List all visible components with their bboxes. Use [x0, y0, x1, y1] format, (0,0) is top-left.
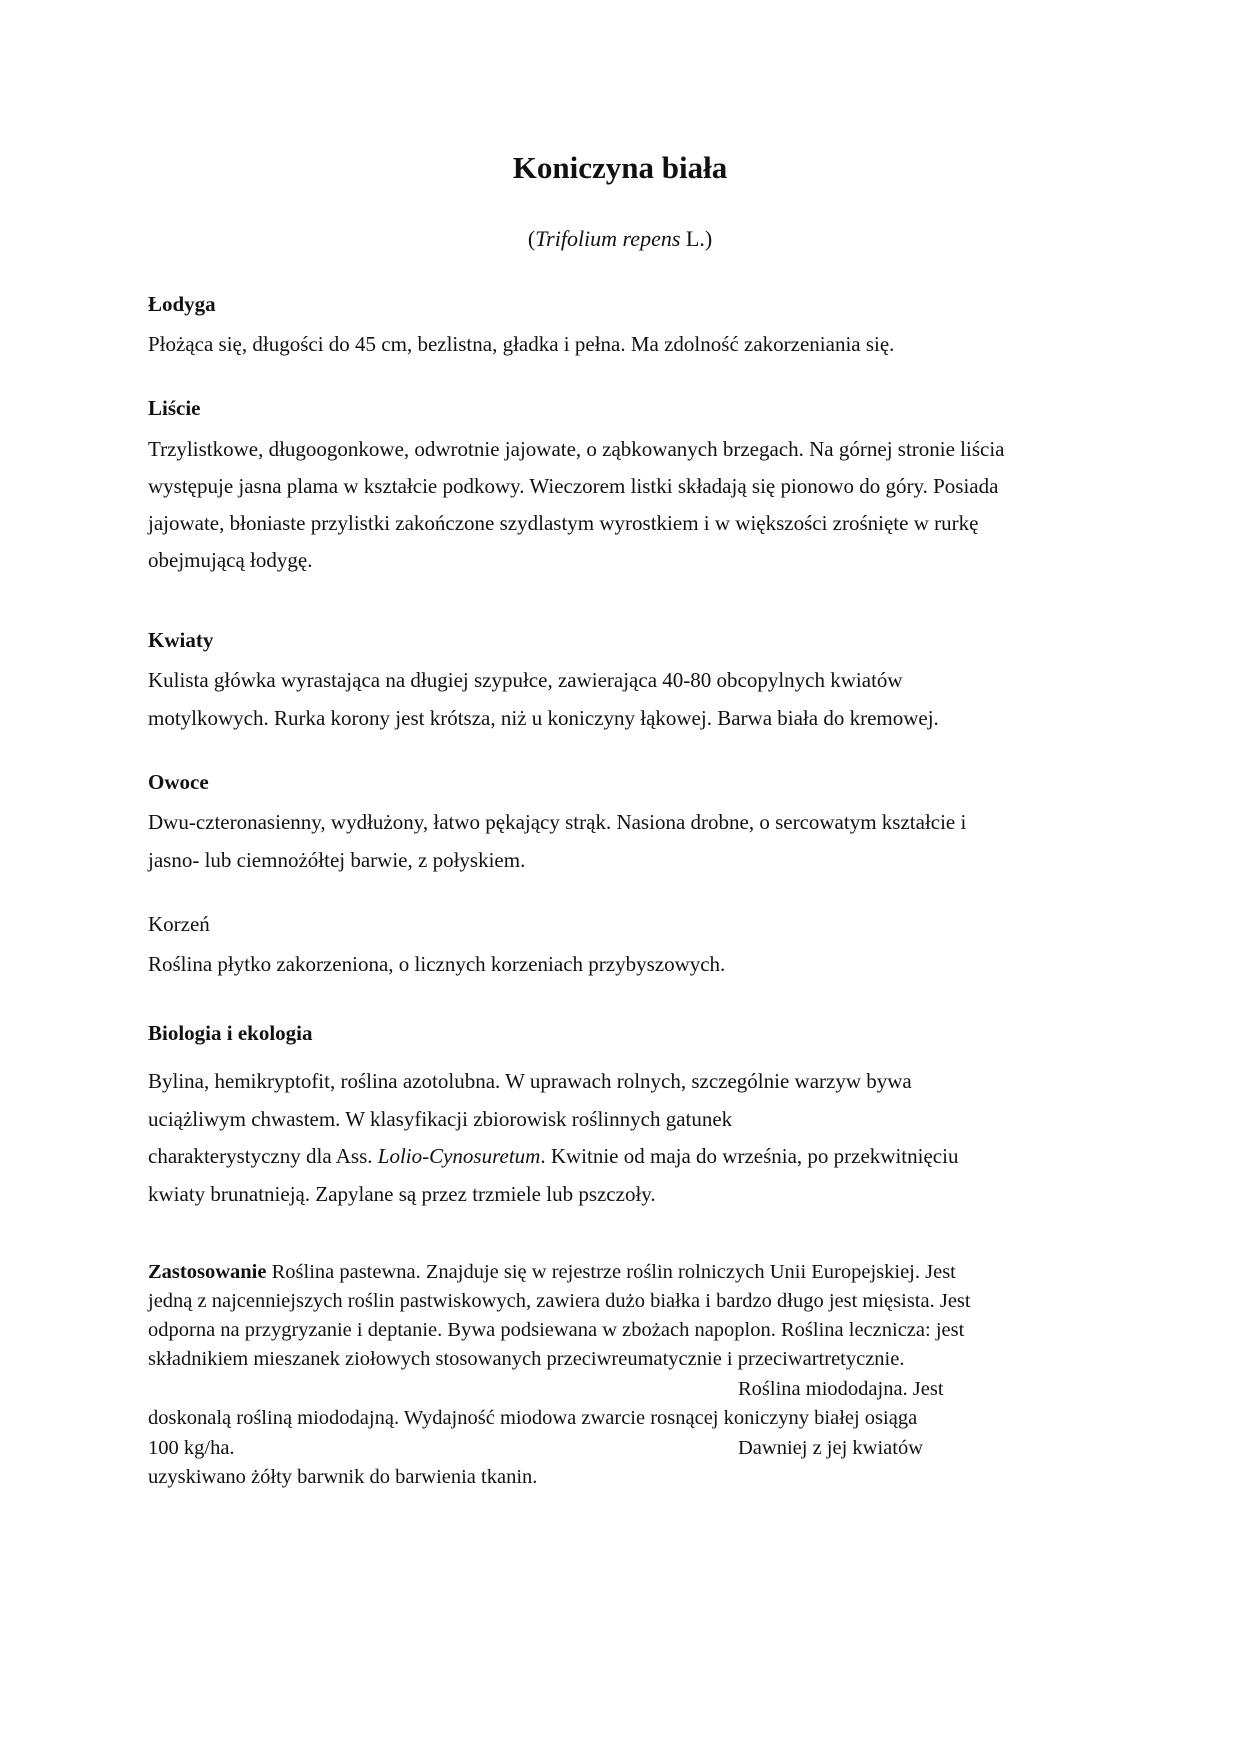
zastosowanie-line-3: odporna na przygryzanie i deptanie. Bywa podsiewana w zbożach napoplon. Roślina lecznicza: jest — [148, 1319, 965, 1341]
heading-lodyga: Łodyga — [148, 292, 216, 316]
heading-biologia: Biologia i ekologia — [148, 1021, 313, 1045]
zastosowanie-line-1-rest: Roślina pastewna. Znajduje się w rejestrze roślin rolniczych Unii Europejskiej. Jest — [266, 1261, 956, 1283]
zastosowanie-line-4: składnikiem mieszanek ziołowych stosowanych przeciwreumatycznie i przeciwartretycznie. — [148, 1348, 905, 1370]
liscie-line-4: obejmującą łodygę. — [148, 548, 313, 572]
liscie-line-2: występuje jasna plama w kształcie podkowy. Wieczorem listki składają się pionowo do góry. Posiada — [148, 474, 999, 498]
biologia-line-4: kwiaty brunatnieją. Zapylane są przez trzmiele lub pszczoły. — [148, 1182, 656, 1206]
heading-owoce: Owoce — [148, 770, 209, 794]
biologia-line-2: uciążliwym chwastem. W klasyfikacji zbiorowisk roślinnych gatunek — [148, 1107, 733, 1131]
biologia-line-3-start: charakterystyczny dla Ass. — [148, 1144, 378, 1168]
zastosowanie-line-7-left: 100 kg/ha. — [148, 1437, 235, 1459]
page-title: Koniczyna biała — [512, 150, 728, 185]
zastosowanie-line-6: doskonalą rośliną miododajną. Wydajność miodowa zwarcie rosnącej koniczyny białej osiąga — [148, 1407, 918, 1429]
latin-author: L.) — [680, 226, 713, 251]
liscie-line-3: jajowate, błoniaste przylistki zakończone szydlastym wyrostkiem i w większości zrośnięte w rurkę — [148, 511, 979, 535]
lodyga-text: Płożąca się, długości do 45 cm, bezlistna, gładka i pełna. Ma zdolność zakorzeniania się. — [148, 332, 895, 356]
zastosowanie-line-7-right: Dawniej z jej kwiatów — [738, 1437, 924, 1459]
kwiaty-line-1: Kulista główka wyrastająca na długiej szypułce, zawierająca 40-80 obcopylnych kwiatów — [148, 668, 903, 692]
zastosowanie-line-2: jedną z najcenniejszych roślin pastwiskowych, zawiera dużo białka i bardzo długo jest mięsista. Jest — [148, 1290, 971, 1312]
zastosowanie-line-8: uzyskiwano żółty barwnik do barwienia tkanin. — [148, 1466, 538, 1488]
heading-korzen: Korzeń — [148, 912, 210, 936]
zastosowanie-line-5: Roślina miododajna. Jest — [738, 1378, 944, 1400]
biologia-line-3-end: . Kwitnie od maja do września, po przekwitnięciu — [540, 1144, 959, 1168]
latin-open-paren: ( — [527, 226, 536, 251]
owoce-line-2: jasno- lub ciemnożółtej barwie, z połyskiem. — [148, 848, 526, 872]
latin-binomial: Trifolium repens — [535, 226, 681, 251]
liscie-line-1: Trzylistkowe, długoogonkowe, odwrotnie jajowate, o ząbkowanych brzegach. Na górnej stronie liścia — [148, 437, 1005, 461]
heading-zastosowanie: Zastosowanie — [148, 1261, 267, 1283]
korzen-text: Roślina płytko zakorzeniona, o licznych korzeniach przybyszowych. — [148, 952, 726, 976]
latin-name — [0, 226, 1240, 252]
heading-liscie: Liście — [148, 396, 201, 420]
association-name: Lolio-Cynosuretum — [377, 1144, 541, 1168]
kwiaty-line-2: motylkowych. Rurka korony jest krótsza, niż u koniczyny łąkowej. Barwa biała do kremowej. — [148, 706, 939, 730]
owoce-line-1: Dwu-czteronasienny, wydłużony, łatwo pękający strąk. Nasiona drobne, o sercowatym kształcie i — [148, 810, 967, 834]
zastosowanie-line-1 — [148, 1259, 956, 1285]
biologia-line-1: Bylina, hemikryptofit, roślina azotolubna. W uprawach rolnych, szczególnie warzyw bywa — [148, 1069, 912, 1093]
biologia-line-3 — [148, 1143, 958, 1169]
heading-kwiaty: Kwiaty — [148, 628, 214, 652]
